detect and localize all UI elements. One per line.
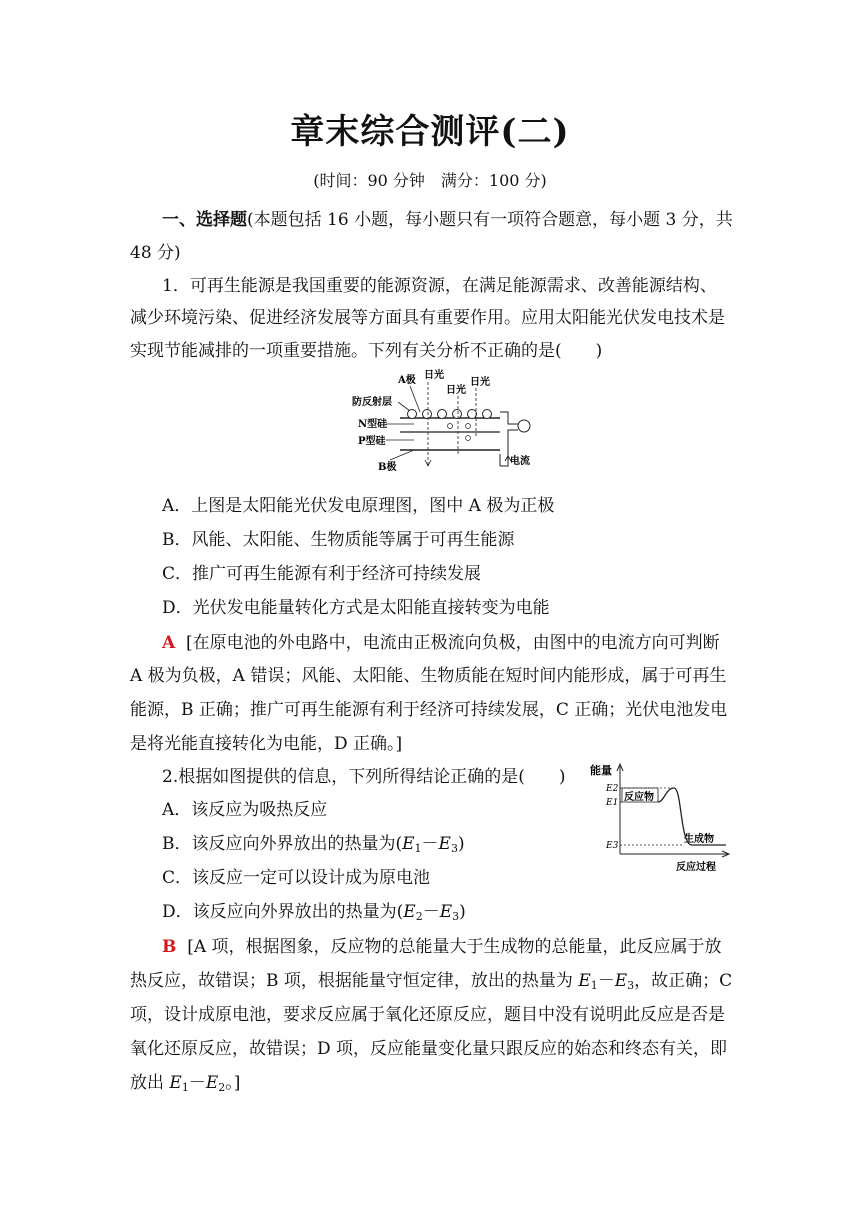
q1-answer: A — [162, 633, 176, 653]
e-sub: 1 — [590, 979, 598, 992]
solar-cell-diagram — [350, 368, 550, 473]
label-e1: E1 — [606, 798, 619, 808]
section-heading: 一、选择题 — [162, 210, 247, 230]
q2-option-d — [162, 897, 466, 923]
page-title: 章末综合测评(二) — [290, 112, 570, 152]
section-intro — [162, 205, 733, 230]
q2-exp-text-2b: ，故正确；C — [634, 971, 733, 991]
q1-stem-line-2: 减少环境污染、促进经济发展等方面具有重要作用。应用太阳能光伏发电技术是 — [130, 308, 725, 328]
label-p-silicon: P型硅 — [358, 436, 386, 447]
label-current: 电流 — [510, 456, 530, 467]
close-paren: ) — [457, 834, 465, 854]
q2-option-b — [162, 829, 465, 855]
energy-diagram — [588, 758, 733, 876]
e-symbol: E — [578, 971, 591, 991]
label-reactant: 反应物 — [624, 792, 654, 803]
e-sub: 1 — [414, 842, 422, 855]
e-symbol: E — [205, 1073, 219, 1093]
q2-explanation-line-5 — [130, 1068, 240, 1094]
q2-explanation-line-4: 氧化还原反应，故错误；D 项，反应能量变化量只跟反应的始态和终态有关，即 — [130, 1039, 728, 1059]
label-n-silicon: N型硅 — [358, 419, 388, 430]
energy-y-label: 能量 — [590, 764, 612, 777]
q2-option-d-text: D．该反应向外界放出的热量为( — [162, 902, 404, 922]
section-desc-2: 48 分) — [130, 243, 181, 263]
q1-explanation-line-4: 是将光能直接转化为电能，D 正确。] — [130, 734, 403, 754]
e-symbol: E — [438, 834, 451, 854]
q2-exp-text-5a: 放出 — [130, 1073, 170, 1093]
q2-exp-text-2a: 热反应，故错误；B 项，根据能量守恒定律，放出的热量为 — [130, 971, 579, 991]
minus-sign: － — [188, 1073, 206, 1093]
q1-option-c: C．推广可再生能源有利于经济可持续发展 — [162, 564, 482, 584]
e-sub: 3 — [452, 910, 460, 923]
e-symbol: E — [402, 834, 415, 854]
minus-sign: － — [422, 902, 440, 922]
q1-option-a: A．上图是太阳能光伏发电原理图，图中 A 极为正极 — [162, 496, 555, 516]
e-sub: 1 — [181, 1081, 189, 1094]
label-b-pole: B极 — [378, 462, 397, 473]
label-e2: E2 — [606, 784, 619, 794]
q2-explanation-line-3: 项，设计成原电池，要求反应属于氧化还原反应，题目中没有说明此反应是否是 — [130, 1005, 725, 1025]
e-symbol: E — [439, 902, 453, 922]
q1-option-b: B．风能、太阳能、生物质能等属于可再生能源 — [162, 530, 515, 550]
q2-answer: B — [162, 937, 177, 957]
q2-explanation-line-2 — [130, 966, 732, 992]
q1-exp-text-1: [在原电池的外电路中，电流由正极流向负极，由图中的电流方向可判断 — [186, 633, 720, 653]
q2-option-c: C．该反应一定可以设计成为原电池 — [162, 868, 431, 888]
e-sub: 3 — [450, 842, 458, 855]
section-desc-1: (本题包括 16 小题，每小题只有一项符合题意，每小题 3 分，共 — [247, 210, 733, 230]
q2-stem: 2.根据如图提供的信息，下列所得结论正确的是( ) — [162, 767, 566, 787]
q2-option-a: A．该反应为吸热反应 — [162, 800, 328, 820]
minus-sign: － — [597, 971, 615, 991]
q2-explanation-line-1 — [162, 932, 722, 957]
q1-stem-line-1: 1．可再生能源是我国重要的能源资源，在满足能源需求、改善能源结构、 — [162, 276, 717, 296]
exam-info: (时间：90 分钟 满分：100 分) — [313, 171, 547, 190]
label-sunlight-2: 日光 — [446, 385, 466, 396]
q2-option-b-text: B．该反应向外界放出的热量为( — [162, 834, 403, 854]
e-sub: 2 — [415, 910, 423, 923]
e-symbol: E — [169, 1073, 182, 1093]
e-sub: 3 — [627, 979, 635, 992]
close-paren: ) — [459, 902, 466, 922]
label-sunlight-3: 日光 — [470, 377, 490, 388]
label-product: 生成物 — [684, 834, 714, 845]
q1-stem-line-3: 实现节能减排的一项重要措施。下列有关分析不正确的是( ) — [130, 341, 603, 361]
q1-explanation-line-3: 能源，B 正确；推广可再生能源有利于经济可持续发展，C 正确；光伏电池发电 — [130, 700, 728, 720]
e-sub: 2 — [218, 1081, 226, 1094]
q1-explanation-line-1 — [162, 628, 720, 653]
q1-explanation-line-2: A 极为负极，A 错误；风能、太阳能、生物质能在短时间内能形成，属于可再生 — [130, 666, 727, 686]
label-sunlight-1: 日光 — [424, 370, 444, 381]
energy-x-label: 反应过程 — [676, 862, 716, 873]
e-symbol: E — [614, 971, 628, 991]
label-a-pole: A极 — [398, 375, 416, 386]
q2-exp-text-5b: 。] — [225, 1073, 241, 1093]
q1-option-d: D．光伏发电能量转化方式是太阳能直接转变为电能 — [162, 598, 550, 618]
q2-exp-text-1: [A 项，根据图象，反应物的总能量大于生成物的总能量，此反应属于放 — [187, 937, 722, 957]
label-e3: E3 — [606, 841, 619, 851]
e-symbol: E — [403, 902, 416, 922]
label-antireflect: 防反射层 — [352, 397, 392, 408]
minus-sign: － — [421, 834, 439, 854]
